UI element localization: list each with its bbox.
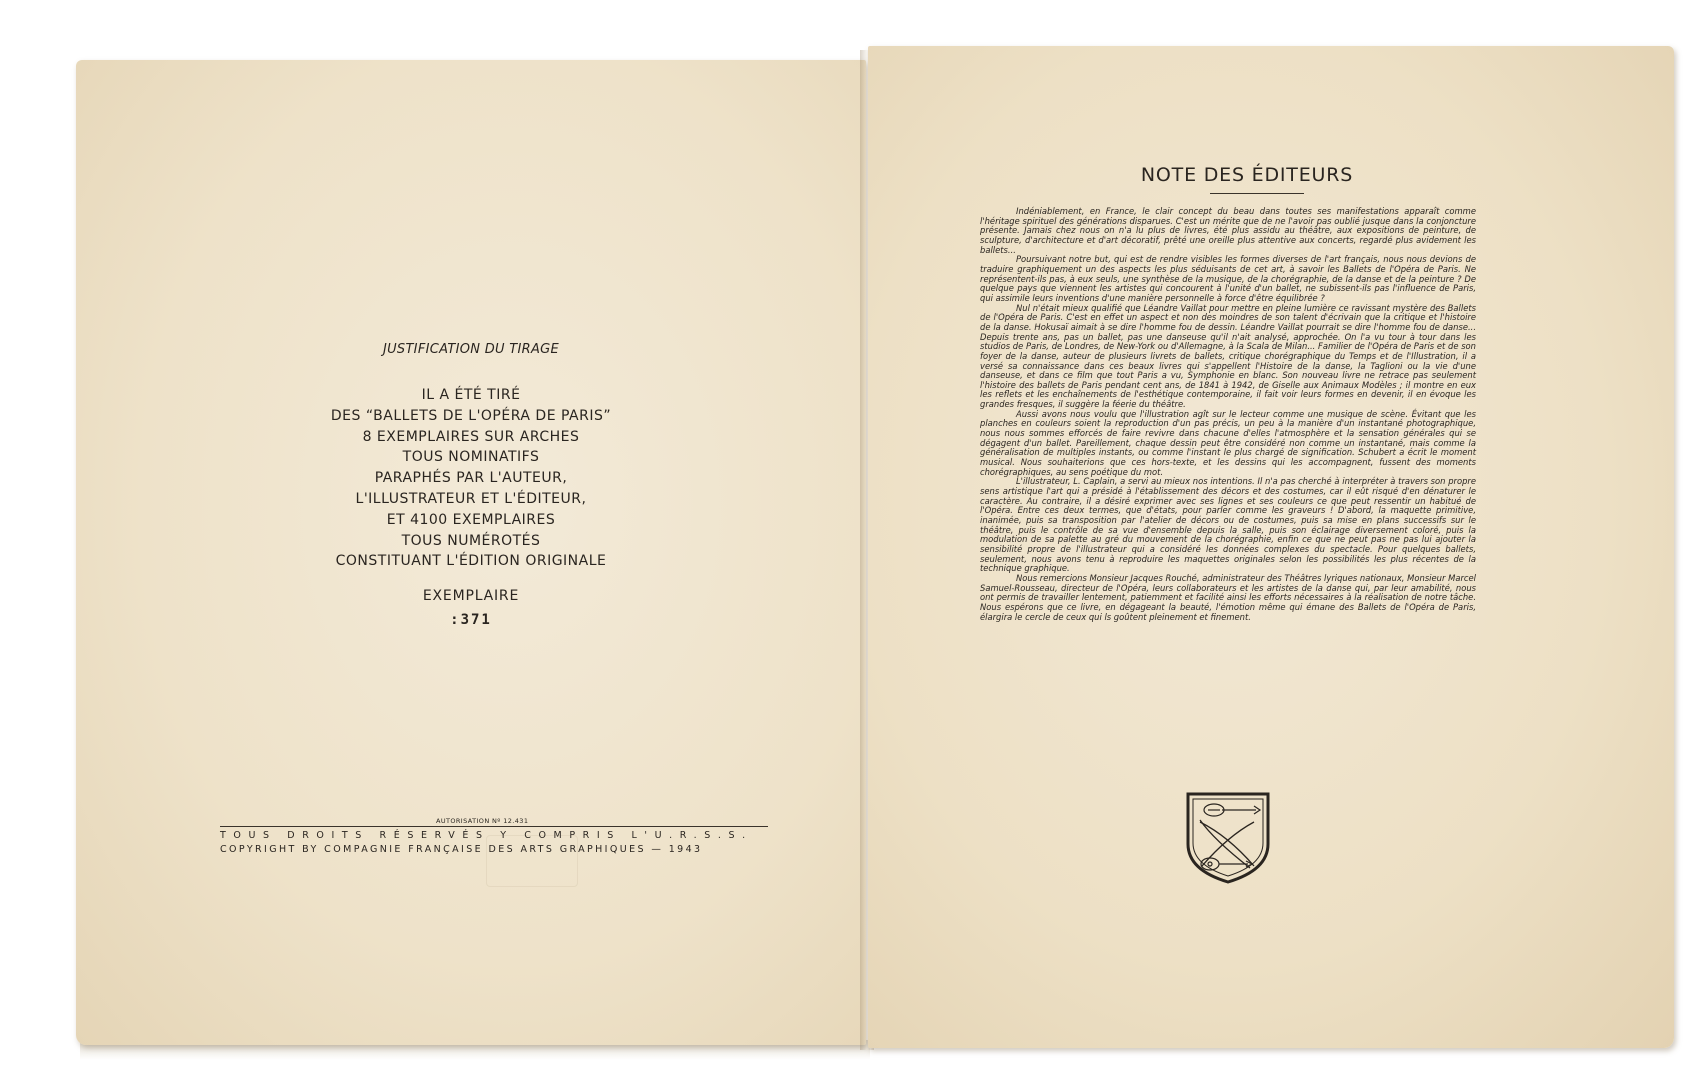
- exemplaire-label: EXEMPLAIRE: [422, 588, 520, 604]
- faint-stamp-mark: [486, 835, 578, 887]
- justification-line: CONSTITUANT L'ÉDITION ORIGINALE: [335, 553, 607, 570]
- justification-line: TOUS NOMINATIFS: [402, 449, 540, 466]
- autorisation-number: AUTORISATION Nº 12.431: [436, 817, 529, 825]
- title-rule: [1210, 193, 1304, 194]
- editors-note-text: [980, 207, 1476, 622]
- justification-line: L'ILLUSTRATEUR ET L'ÉDITEUR,: [355, 490, 587, 507]
- paragraph: L'illustrateur, L. Caplain, a servi au mieux nos intentions. Il n'a pas cherché à interpréter à travers son propre sens artistique l'art qui a présidé à l'établissement des décors et des costumes, car il eût risqué d'en dénaturer le caractère. Au contraire, il a désiré exprimer avec ses lignes et ses couleurs ce que peut ressentir un habitué de l'Opéra. Entre ces deux termes, que d'états, pour parler comme les graveurs ! D'abord, la maquette primitive, inanimée, puis sa transposition par l'atelier de décors ou de costumes, puis sa mise en plans successifs sur le théâtre, puis le contrôle de sa vue d'ensemble depuis la salle, puis son éclairage diversement coloré, puis la modulation de sa palette au gré du mouvement de la chorégraphie, enfin ce que ne peut pas ne pas lui ajouter la sensibilité propre de l'illustrateur qui a considéré les données complexes du spectacle. Pour quelques ballets, seulement, nous avons tenu à reproduire les maquettes originales selon les possibilités les plus récentes de la technique graphique.: [980, 476, 1476, 574]
- justification-line: TOUS NUMÉROTÉS: [401, 532, 541, 549]
- paragraph: Poursuivant notre but, qui est de rendre visibles les formes diverses de l'art français, nous nous devions de traduire graphiquement un des aspects les plus séduisants de cet art, à savoir les Ballets de l'Opéra de Paris. Ne représentent-ils pas, à eux seuls, une synthèse de la musique, de la chorégraphie, de la danse et de la peinture ? De quelque pays que viennent les artistes qui concourent à l'unité d'un ballet, ne subissent-ils pas l'influence de Paris, qui assimile leurs inventions d'une manière personnelle à force d'être équilibrée ?: [980, 254, 1476, 303]
- paragraph: Aussi avons nous voulu que l'illustration agît sur le lecteur comme une musique de scène. Évitant que les planches en couleurs soient la reproduction d'un pas précis, un peu à la manière d'un instantané photographique, nous nous sommes efforcés de faire revivre dans chacune d'elles l'atmosphère et la sensation générales qui se dégagent d'un ballet. Pareillement, chaque dessin peut être considéré non comme un instantané, mais comme la généralisation de multiples instants, ou comme l'instant le plus chargé de signification. Schubert a écrit le moment musical. Nous souhaiterions que ces hors-texte, et les dessins qui les accompagnent, fussent des moments chorégraphiques, au sens poétique du mot.: [980, 408, 1476, 477]
- page-title: NOTE DES ÉDITEURS: [1140, 164, 1354, 186]
- copyright-rule: [220, 826, 768, 827]
- left-page: [76, 60, 866, 1045]
- paragraph: Indéniablement, en France, le clair concept du beau dans toutes ses manifestations apparaît comme l'héritage spirituel des générations disparues. C'est un mérite que de ne l'avoir pas oublié jusque dans la conjoncture présente. Jamais chez nous on n'a lu plus de livres, été plus assidu au théâtre, aux expositions de peinture, de sculpture, d'architecture et d'art décoratif, prêté une oreille plus attentive aux concerts, regardé plus avidement les ballets...: [980, 206, 1476, 255]
- justification-line: 8 EXEMPLAIRES SUR ARCHES: [362, 428, 580, 445]
- paragraph: Nul n'était mieux qualifié que Léandre Vaillat pour mettre en pleine lumière ce ravissant mystère des Ballets de l'Opéra de Paris. C'est en effet un aspect et non des moindres de son talent d'écrivain que la critique et l'histoire de la danse. Hokusaï aimait à se dire l'homme fou de dessin. Léandre Vaillat pourrait se dire l'homme fou de danse... Depuis trente ans, pas un ballet, pas une danseuse qu'il n'ait analysé, approchée. On l'a vu tour à tour dans les studios de Paris, de Londres, de New-York ou d'Allemagne, à la Scala de Milan... Familier de l'Opéra de Paris et de son foyer de la danse, auteur de plusieurs livrets de ballets, critique chorégraphique du Temps et de l'Illustration, il a versé sa connaissance dans ces beaux livres qui s'appellent l'Histoire de la danse, la Taglioni ou la vie d'une danseuse, et dans ce film que tout Paris a vu, Symphonie en blanc. Son nouveau livre ne retrace pas seulement l'histoire des ballets de Paris pendant cent ans, de 1841 à 1942, de Giselle aux Animaux Modèles ; il montre en eux les reflets et les enchaînements de l'esthétique contemporaine, il fait voir leurs formes en devenir, il en évoque les grandes fresques, il suggère la féerie du théâtre.: [980, 302, 1476, 410]
- justification-line: ET 4100 EXEMPLAIRES: [386, 511, 556, 528]
- justification-title: JUSTIFICATION DU TIRAGE: [382, 342, 560, 357]
- exemplaire-number: :371: [450, 612, 492, 628]
- justification-line: PARAPHÉS PAR L'AUTEUR,: [374, 470, 568, 487]
- justification-text: [76, 385, 866, 572]
- justification-line: IL A ÉTÉ TIRÉ: [421, 387, 521, 403]
- paragraph: Nous remercions Monsieur Jacques Rouché, administrateur des Théâtres lyriques nationaux, Monsieur Marcel Samuel-Rousseau, directeur de l'Opéra, leurs collaborateurs et les artistes de la danse qui, par leur amabilité, nous ont permis de travailler lentement, patiemment et facilité ainsi les efforts nécessaires à la réalisation de notre tâche. Nous espérons que ce livre, en dégageant la beauté, l'émotion même qui émane des Ballets de l'Opéra de Paris, élargira le cercle de ceux qui ls goûtent pleinement et finement.: [980, 572, 1476, 622]
- copyright-line: COPYRIGHT BY COMPAGNIE FRANÇAISE DES ARTS GRAPHIQUES — 1943: [220, 844, 703, 855]
- violin-mandolin-crest-icon: [1184, 790, 1272, 886]
- right-page: [868, 46, 1674, 1048]
- rights-reserved-line: TOUS DROITS RÉSERVÉS Y COMPRIS L'U.R.S.S.: [220, 830, 753, 841]
- justification-line: DES “BALLETS DE L'OPÉRA DE PARIS”: [330, 407, 612, 424]
